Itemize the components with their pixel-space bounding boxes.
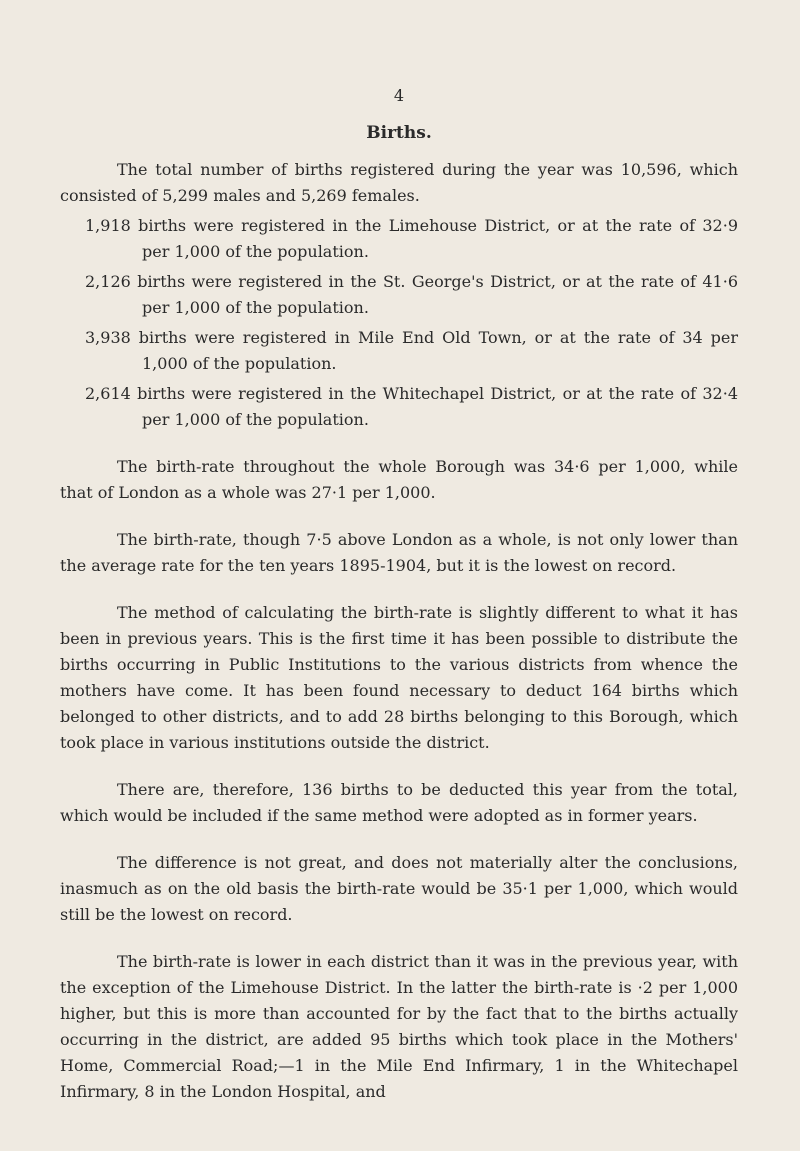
page-number: 4: [393, 86, 405, 105]
section-heading: Births.: [366, 123, 432, 143]
difference-paragraph: The difference is not great, and does not materially alter the conclusions, inasmuch as on the old basis the birth-rate would be 35·1 per 1,000, which would still be the lowest on record.: [60, 853, 738, 924]
method-paragraph: The method of calculating the birth-rate is slightly different to what it has been in previous years. This is the first time it has been possible to distribute the births occurring in Public Institutions to the various districts from whence the mothers have come. It has been found necessary to deduct 164 births which belonged to other districts, and to add 28 births belonging to this Borough, which took place in various institutions outside the district.: [60, 603, 738, 752]
deduction-paragraph: There are, therefore, 136 births to be deducted this year from the total, which would be included if the same method were adopted as in former years.: [60, 780, 738, 825]
district-limehouse: 1,918 births were registered in the Limehouse District, or at the rate of 32·9 per 1,000 of the population.: [85, 216, 738, 261]
intro-paragraph: The total number of births registered during the year was 10,596, which consisted of 5,299 males and 5,269 females.: [60, 160, 738, 205]
lowest-rate-paragraph: The birth-rate, though 7·5 above London as a whole, is not only lower than the average rate for the ten years 1895-1904, but it is the lowest on record.: [60, 530, 738, 575]
district-mile-end: 3,938 births were registered in Mile End Old Town, or at the rate of 34 per 1,000 of the population.: [85, 328, 738, 373]
district-st-georges: 2,126 births were registered in the St. George's District, or at the rate of 41·6 per 1,000 of the population.: [85, 272, 738, 317]
district-comparison-paragraph: The birth-rate is lower in each district than it was in the previous year, with the exception of the Limehouse District. In the latter the birth-rate is ·2 per 1,000 higher, but this is more than accounted for by the fact that to the births actually occurring in the district, are added 95 births which took place in the Mothers' Home, Commercial Road;—1 in the Mile End Infirmary, 1 in the Whitechapel Infirmary, 8 in the London Hospital, and: [60, 952, 738, 1101]
borough-rate-paragraph: The birth-rate throughout the whole Borough was 34·6 per 1,000, while that of London as a whole was 27·1 per 1,000.: [60, 457, 738, 502]
district-whitechapel: 2,614 births were registered in the Whitechapel District, or at the rate of 32·4 per 1,000 of the population.: [85, 384, 738, 429]
